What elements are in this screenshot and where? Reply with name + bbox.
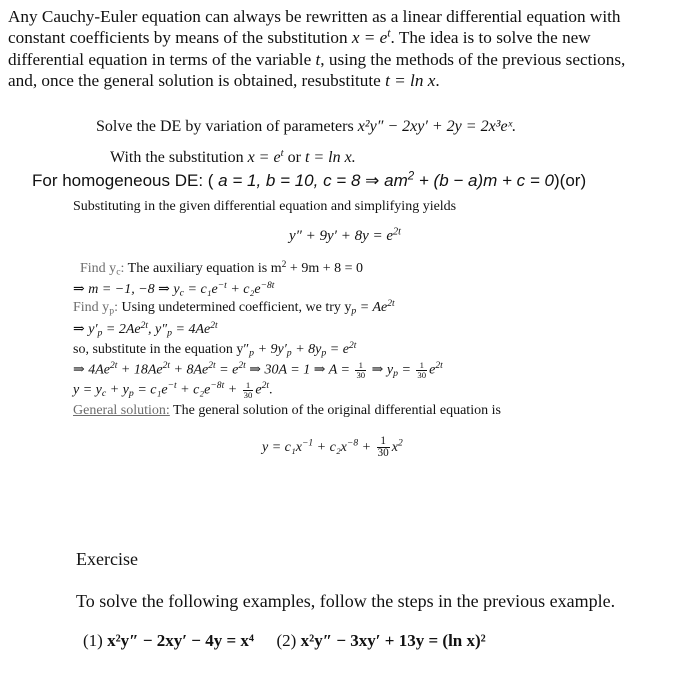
general-solution-label: General solution: bbox=[73, 403, 170, 418]
general-combination-line: $y = y_c + y_p = c_1e^{-t} + c_2e^{-8t}$ + $\frac{1}{30}$ $e^{2t}$. bbox=[73, 380, 273, 400]
intro-line-1: Any Cauchy-Euler equation can always be rewritten as a linear differential equation with bbox=[8, 7, 621, 26]
transformed-equation: $y'' + 9y' + 8y = e^{2t}$ bbox=[289, 226, 401, 244]
fraction-one-thirty: $\frac{1}{30}$ bbox=[377, 435, 389, 460]
substitution-line: With the substitution $x = e^t$ or t = ln x. bbox=[110, 147, 356, 166]
roots-line: ⇒ m = −1, −8 ⇒ $y_c = c_1e^{-t} + c_2e^{-8t}$ bbox=[73, 280, 275, 299]
intro-line-2: constant coefficients by means of the substitution $x = e^t$. The idea is to solve the new bbox=[8, 26, 591, 48]
final-solution: $y = c_1x^{-1} + c_2x^{-8}$ + $\frac{1}{30}$ $x^2$ bbox=[262, 435, 403, 460]
fraction-one-thirty: $\frac{1}{30}$ bbox=[243, 380, 253, 400]
find-yp-label: Find $y_p$: bbox=[73, 300, 118, 317]
exercise-1: (1) x²y″ − 2xy′ − 4y = x⁴ bbox=[83, 631, 255, 650]
homogeneous-line: For homogeneous DE: ( a = 1, b = 10, c = 8 ⇒ $am^2 + (b - a)m + c = 0)(or)$ bbox=[32, 170, 587, 190]
substituting-text: Substituting in the given differential equation and simplifying yields bbox=[73, 199, 457, 214]
substitute-line: so, substitute in the equation $y''_p + 9y'_p + 8y_p = e^{2t}$ bbox=[73, 340, 357, 359]
find-yp-line: Find $y_p$: Using undetermined coefficient, we try $y_p = Ae^{2t}$ bbox=[73, 298, 395, 317]
fraction-one-thirty: $\frac{1}{30}$ bbox=[417, 360, 427, 380]
problem-statement: Solve the DE by variation of parameters x²y″ − 2xy′ + 2y = 2x³eˣ. bbox=[96, 118, 517, 135]
general-solution-line: General solution: The general solution of the original differential equation is bbox=[73, 403, 501, 418]
intro-paragraph bbox=[8, 6, 688, 91]
find-yc-line: Find $y_c$: The auxiliary equation is $m^2 + 9m + 8 = 0$ bbox=[80, 259, 363, 278]
exercise-title: Exercise bbox=[76, 549, 138, 569]
exercise-problems bbox=[83, 631, 486, 651]
exercise-instruction: To solve the following examples, follow the steps in the previous example. bbox=[76, 591, 616, 611]
derivative-line: ⇒ $y'_p = 2Ae^{2t}$, $y''_p = 4Ae^{2t}$ bbox=[73, 320, 218, 339]
find-yc-label: Find $y_c$: bbox=[80, 261, 125, 278]
intro-line-3: differential equation in terms of the variable t, using the methods of the previous sections, bbox=[8, 49, 626, 69]
calculation-line: ⇒ $4Ae^{2t} + 18Ae^{2t} + 8Ae^{2t} = e^{2t}$ ⇒ 30A = 1 ⇒ A = $\frac{1}{30}$ ⇒ $y_p$ = $\frac{1}{30}$ $e^{2t}$ bbox=[73, 360, 443, 380]
intro-line-4: and, once the general solution is obtained, resubstitute t = ln x. bbox=[8, 70, 440, 90]
exercise-2: (2) x²y″ − 3xy′ + 13y = (ln x)² bbox=[276, 631, 486, 650]
fraction-one-thirty: $\frac{1}{30}$ bbox=[356, 360, 366, 380]
